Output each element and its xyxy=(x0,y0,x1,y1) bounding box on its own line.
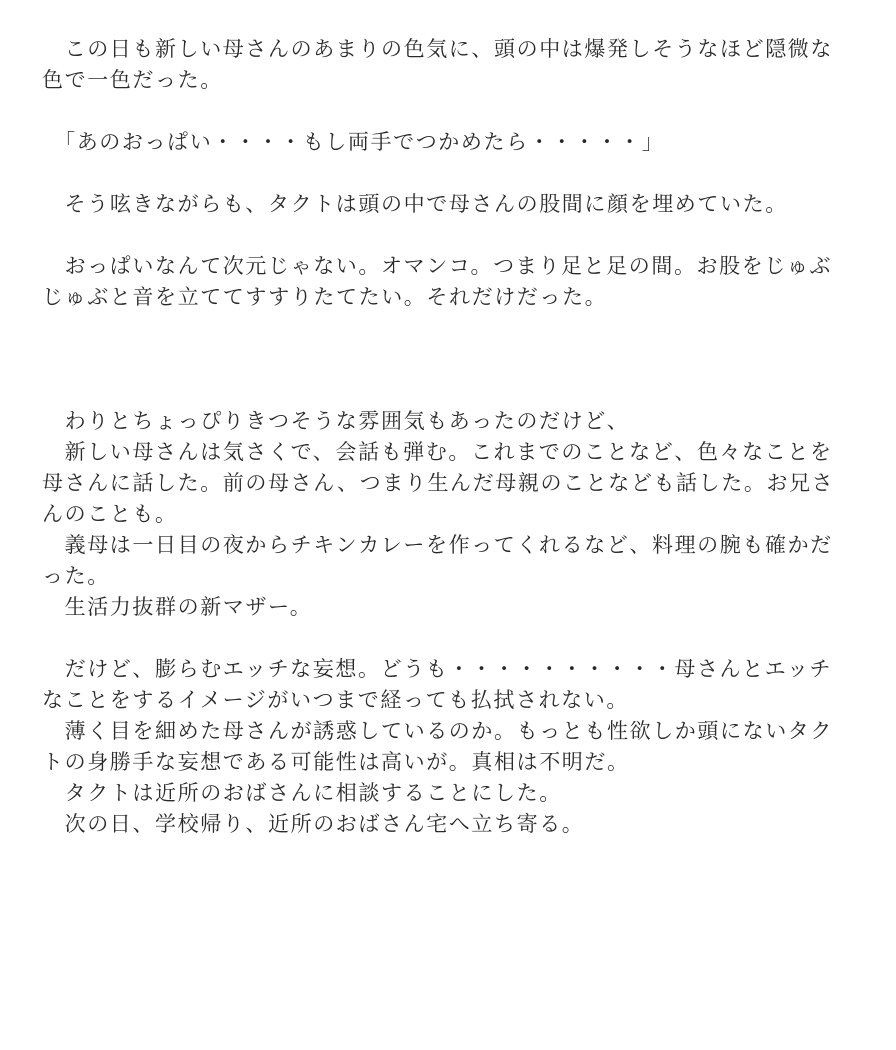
paragraph: 次の日、学校帰り、近所のおばさん宅へ立ち寄る。 xyxy=(42,812,585,836)
blank-line xyxy=(42,158,842,189)
document-body xyxy=(42,34,842,840)
paragraph: おっぱいなんて次元じゃない。オマンコ。つまり足と足の間。お股をじゅぶじゅぶと音を立ててすすりたてたい。それだけだった。 xyxy=(42,254,833,309)
paragraph: この日も新しい母さんのあまりの色気に、頭の中は爆発しそうなほど隠微な色で一色だった。 xyxy=(42,37,833,92)
section-gap xyxy=(42,313,842,406)
paragraph: だけど、膨らむエッチな妄想。どうも・・・・・・・・・・母さんとエッチなことをするイメージがいつまで経っても払拭されない。 xyxy=(42,657,833,712)
paragraph: 生活力抜群の新マザー。 xyxy=(42,595,313,619)
paragraph: そう呟きながらも、タクトは頭の中で母さんの股間に顔を埋めていた。 xyxy=(42,192,788,216)
paragraph: わりとちょっぴりきつそうな雰囲気もあったのだけど、 xyxy=(42,409,630,433)
blank-line xyxy=(42,623,842,654)
paragraph: タクトは近所のおばさんに相談することにした。 xyxy=(42,781,562,805)
paragraph: 義母は一日目の夜からチキンカレーを作ってくれるなど、料理の腕も確かだった。 xyxy=(42,533,833,588)
paragraph: 新しい母さんは気さくで、会話も弾む。これまでのことなど、色々なことを母さんに話した。前の母さん、つまり生んだ母親のことなども話した。お兄さんのことも。 xyxy=(42,440,835,526)
paragraph-quote: 「あのおっぱい・・・・もし両手でつかめたら・・・・・」 xyxy=(42,130,665,154)
paragraph: 薄く目を細めた母さんが誘惑しているのか。もっとも性欲しか頭にないタクトの身勝手な妄想である可能性は高いが。真相は不明だ。 xyxy=(42,719,833,774)
blank-line xyxy=(42,96,842,127)
blank-line xyxy=(42,220,842,251)
